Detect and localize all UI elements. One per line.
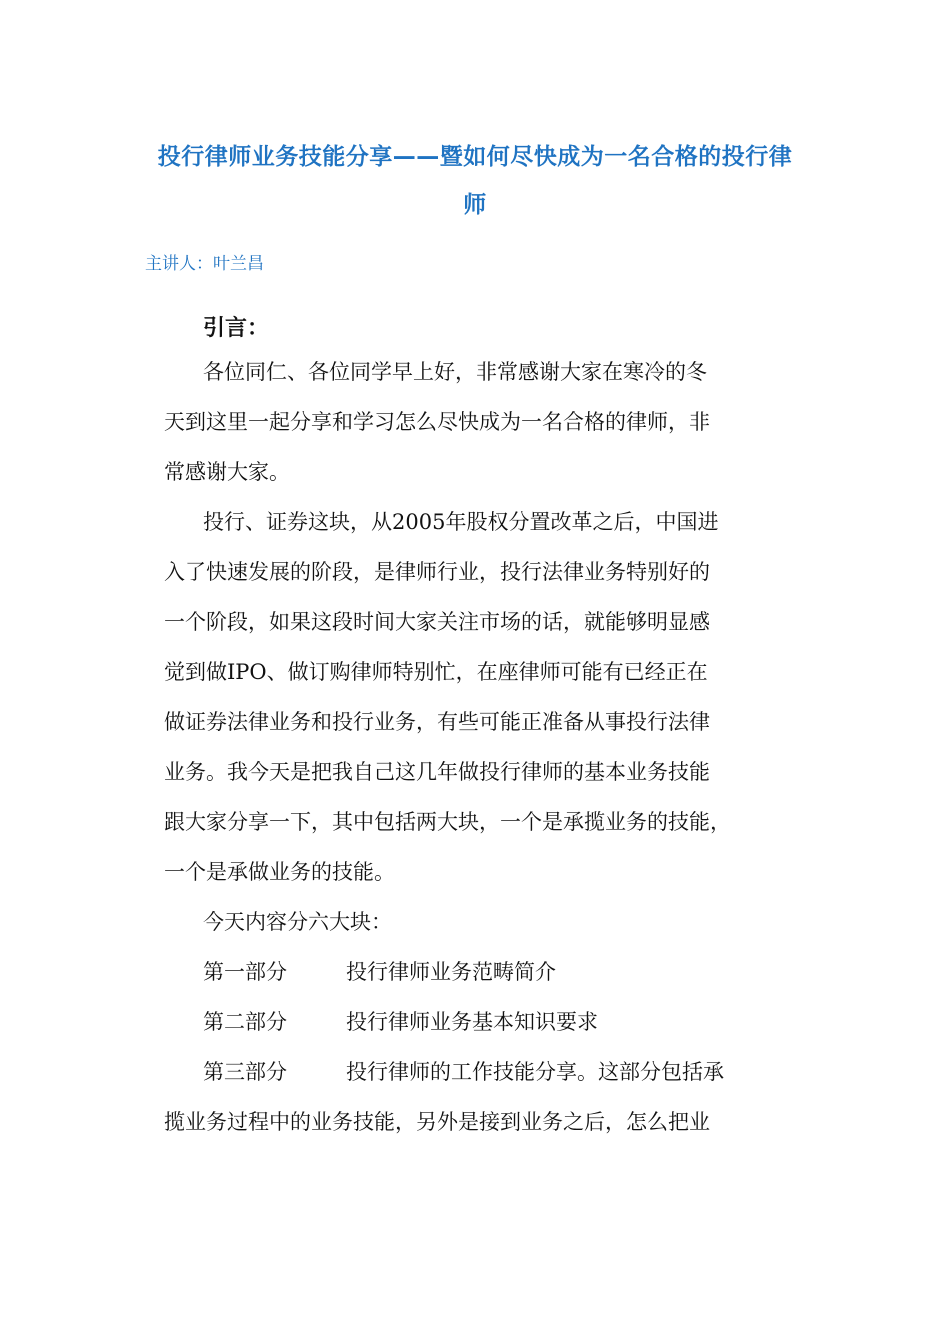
paragraph-1-line-2: 天到这里一起分享和学习怎么尽快成为一名合格的律师，非 bbox=[164, 410, 710, 434]
part-label: 第一部分 bbox=[203, 960, 287, 984]
part-label: 第二部分 bbox=[203, 1010, 287, 1034]
paragraph-2-line-7: 跟大家分享一下，其中包括两大块，一个是承揽业务的技能， bbox=[164, 810, 731, 834]
document-title-line-2: 师 bbox=[463, 192, 487, 218]
paragraph-2-line-6: 业务。我今天是把我自己这几年做投行律师的基本业务技能 bbox=[164, 760, 710, 784]
document-title-line-1: 投行律师业务技能分享——暨如何尽快成为一名合格的投行律 bbox=[157, 144, 793, 170]
part-text: 投行律师的工作技能分享。这部分包括承 bbox=[346, 1060, 724, 1084]
part-item bbox=[164, 947, 804, 997]
paragraph-2-line-5: 做证券法律业务和投行业务，有些可能正准备从事投行法律 bbox=[164, 710, 710, 734]
paragraph-2-line-8: 一个是承做业务的技能。 bbox=[164, 860, 395, 884]
paragraph-1-line-3: 常感谢大家。 bbox=[164, 460, 290, 484]
part-item bbox=[164, 1047, 804, 1097]
paragraph-2-line-2: 入了快速发展的阶段，是律师行业，投行法律业务特别好的 bbox=[164, 560, 710, 584]
part-label: 第三部分 bbox=[203, 1060, 287, 1084]
paragraph-last-line: 揽业务过程中的业务技能，另外是接到业务之后，怎么把业 bbox=[164, 1110, 710, 1134]
part-item bbox=[164, 997, 804, 1047]
document-body bbox=[164, 347, 804, 1147]
paragraph-3: 今天内容分六大块： bbox=[203, 910, 392, 934]
paragraph-2-line-1: 投行、证券这块，从2005年股权分置改革之后，中国进 bbox=[203, 510, 719, 534]
paragraph-2-line-3: 一个阶段，如果这段时间大家关注市场的话，就能够明显感 bbox=[164, 610, 710, 634]
intro-heading: 引言： bbox=[203, 316, 270, 341]
speaker-line: 主讲人：叶兰昌 bbox=[145, 254, 264, 274]
part-text: 投行律师业务基本知识要求 bbox=[346, 1010, 598, 1034]
paragraph-2-line-4: 觉到做IPO、做订购律师特别忙，在座律师可能有已经正在 bbox=[164, 660, 708, 684]
part-text: 投行律师业务范畴简介 bbox=[346, 960, 556, 984]
paragraph-1-line-1: 各位同仁、各位同学早上好，非常感谢大家在寒冷的冬 bbox=[203, 360, 707, 384]
